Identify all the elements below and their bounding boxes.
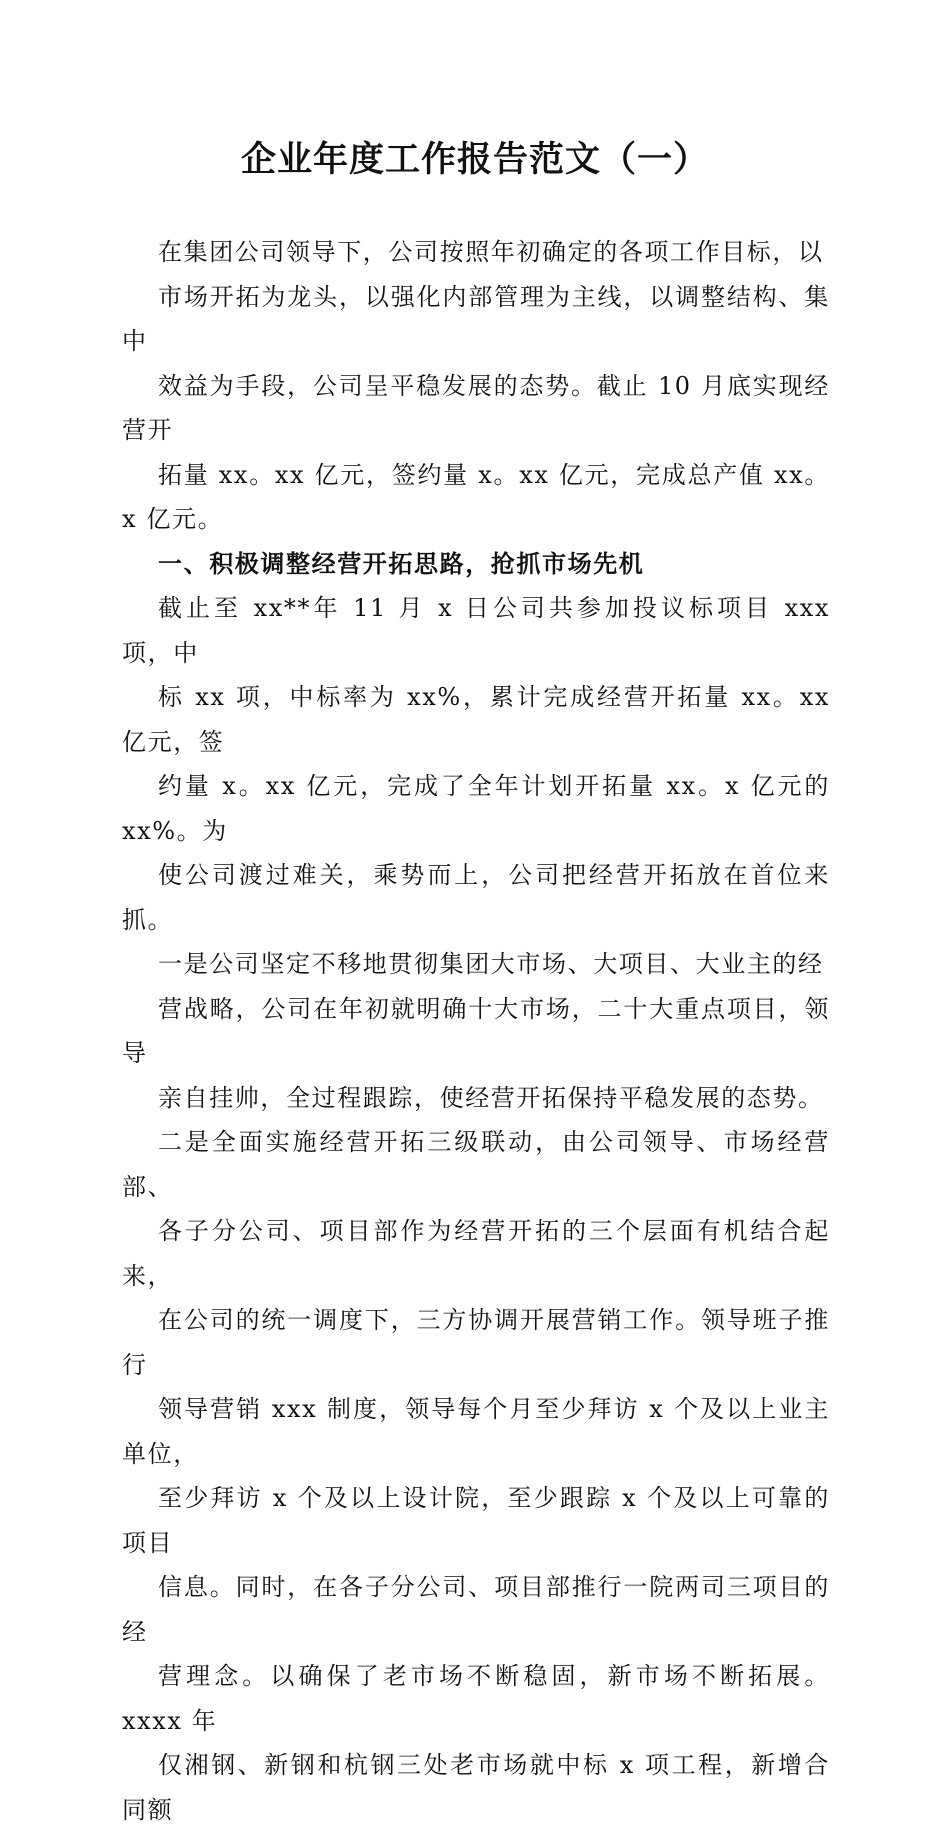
text-line: 在公司的统一调度下，三方协调开展营销工作。领导班子推行 [122, 1306, 830, 1379]
text-line: 仅湘钢、新钢和杭钢三处老市场就中标 x 项工程，新增合同额 [122, 1751, 830, 1824]
paragraph-point-two [122, 1120, 830, 1832]
text-line: 信息。同时，在各子分公司、项目部推行一院两司三项目的经 [122, 1573, 830, 1646]
paragraph-bidding-stats [122, 586, 830, 942]
text-line: 各子分公司、项目部作为经营开拓的三个层面有机结合起来， [122, 1217, 830, 1290]
text-line: 市场开拓为龙头，以强化内部管理为主线，以调整结构、集中 [122, 282, 830, 355]
heading-line: 一、积极调整经营开拓思路，抢抓市场先机 [158, 548, 645, 578]
text-line: 效益为手段，公司呈平稳发展的态势。截止 10 月底实现经营开 [122, 371, 830, 444]
text-line: 使公司渡过难关，乘势而上，公司把经营开拓放在首位来抓。 [122, 861, 830, 934]
text-line: 在集团公司领导下，公司按照年初确定的各项工作目标，以 [158, 238, 824, 266]
text-line: 拓量 xx。xx 亿元，签约量 x。xx 亿元，完成总产值 xx。x 亿元。 [122, 460, 830, 533]
text-line: 营理念。以确保了老市场不断稳固，新市场不断拓展。xxxx 年 [122, 1662, 830, 1735]
text-line: 亲自挂帅，全过程跟踪，使经营开拓保持平稳发展的态势。 [158, 1083, 824, 1112]
document-title: 企业年度工作报告范文（一） [240, 139, 709, 180]
section-heading [122, 542, 830, 587]
paragraph-intro [122, 230, 830, 542]
document-body [122, 230, 830, 1832]
text-line: 领导营销 xxx 制度，领导每个月至少拜访 x 个及以上业主单位， [122, 1395, 830, 1468]
text-line: 一是公司坚定不移地贯彻集团大市场、大项目、大业主的经 [158, 950, 824, 978]
text-line: 截止至 xx**年 11 月 x 日公司共参加投议标项目 xxx 项，中 [122, 594, 830, 667]
text-line: 约量 x。xx 亿元，完成了全年计划开拓量 xx。x 亿元的 xx%。为 [122, 772, 830, 845]
text-line: 二是全面实施经营开拓三级联动，由公司领导、市场经营部、 [122, 1128, 830, 1201]
text-line: 标 xx 项，中标率为 xx%，累计完成经营开拓量 xx。xx 亿元，签 [122, 683, 830, 756]
text-line: 营战略，公司在年初就明确十大市场，二十大重点项目，领导 [122, 994, 830, 1067]
paragraph-point-one [122, 942, 830, 1120]
text-line: 至少拜访 x 个及以上设计院，至少跟踪 x 个及以上可靠的项目 [122, 1484, 830, 1557]
